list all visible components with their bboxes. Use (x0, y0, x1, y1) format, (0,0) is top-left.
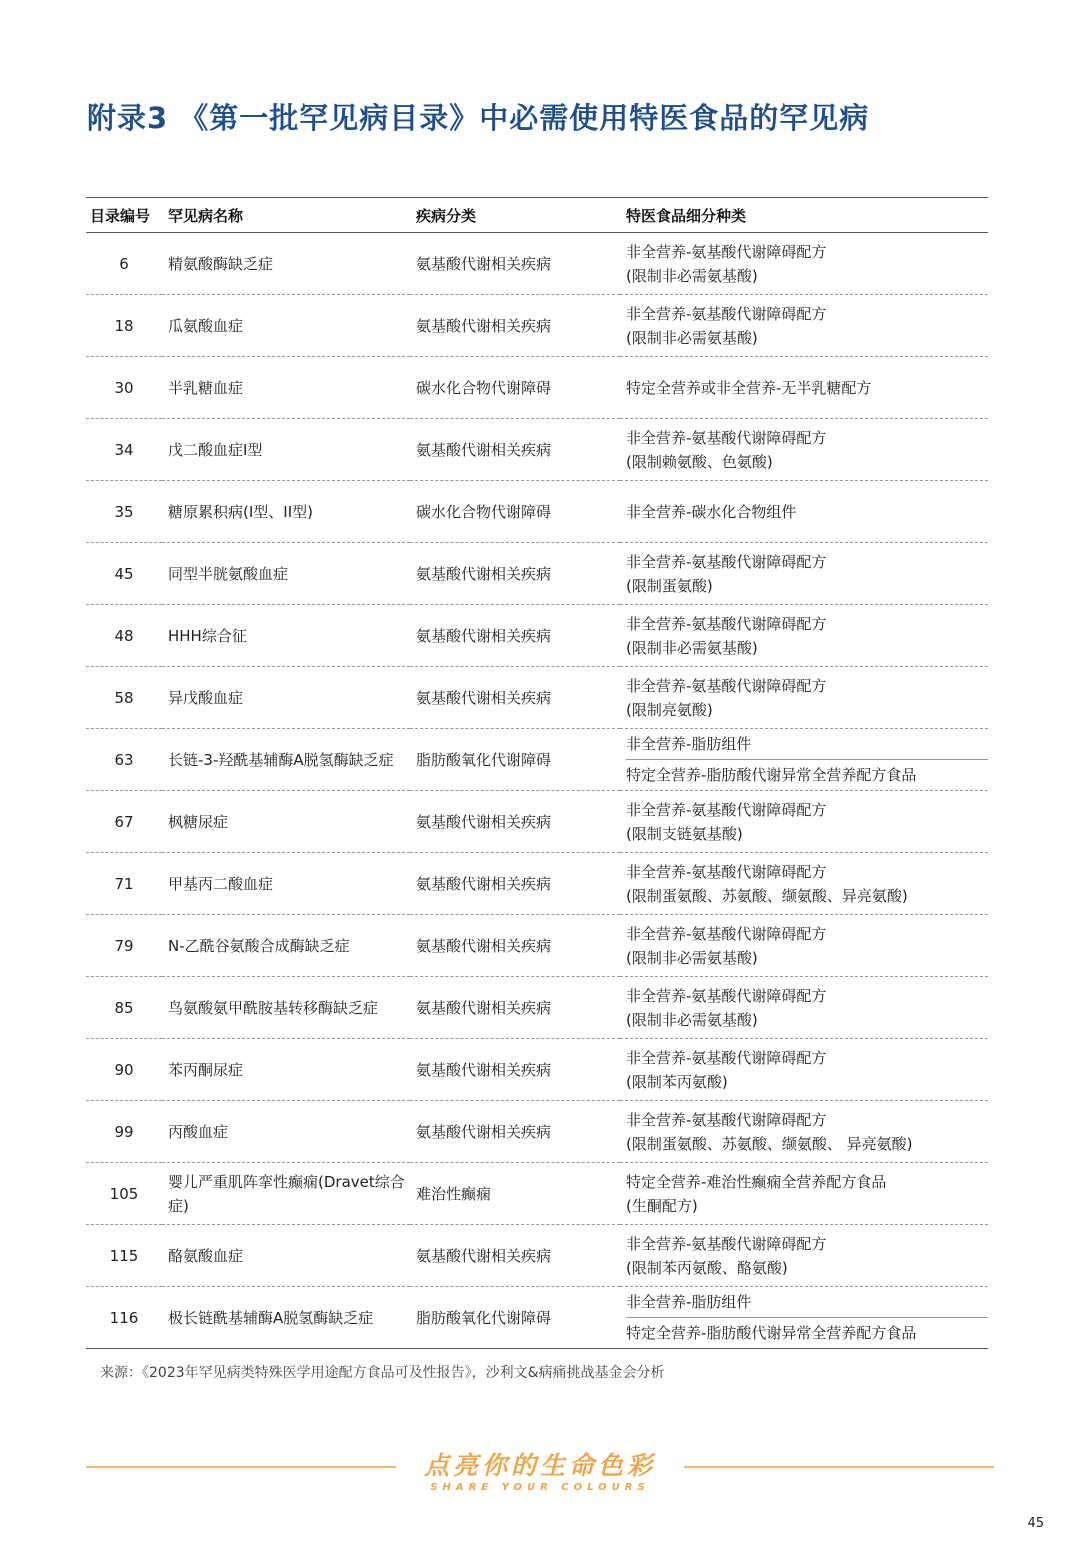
disease-class-cell: 碳水化合物代谢障碍 (410, 357, 620, 419)
header-disease-name: 罕见病名称 (162, 198, 410, 233)
page-number: 45 (1027, 1516, 1044, 1531)
disease-class-cell: 脂肪酸氧化代谢障碍 (410, 1287, 620, 1349)
table-row (86, 357, 988, 419)
food-category-cell (620, 977, 988, 1039)
food-category-line: (限制蛋氨酸、苏氨酸、缬氨酸、异亮氨酸) (626, 886, 908, 905)
disease-class-cell: 氨基酸代谢相关疾病 (410, 605, 620, 667)
slogan-english: SHARE YOUR COLOURS (430, 1482, 650, 1493)
table-row (86, 419, 988, 481)
food-category-cell (620, 915, 988, 977)
disease-name-cell: 丙酸血症 (162, 1101, 410, 1163)
catalog-number-cell: 34 (86, 419, 162, 481)
disease-name-cell: 异戊酸血症 (162, 667, 410, 729)
table-row (86, 1101, 988, 1163)
disease-class-cell: 氨基酸代谢相关疾病 (410, 419, 620, 481)
rare-disease-table (86, 197, 988, 1349)
disease-name-cell: 苯丙酮尿症 (162, 1039, 410, 1101)
disease-class-cell: 氨基酸代谢相关疾病 (410, 977, 620, 1039)
food-category-line: 非全营养-氨基酸代谢障碍配方 (626, 428, 827, 447)
table-row (86, 1225, 988, 1287)
disease-name-cell: 瓜氨酸血症 (162, 295, 410, 357)
food-category-line: (限制赖氨酸、色氨酸) (626, 452, 773, 471)
table-row (86, 295, 988, 357)
disease-class-cell: 脂肪酸氧化代谢障碍 (410, 729, 620, 791)
food-category-cell (620, 1287, 988, 1349)
food-category-line: (生酮配方) (626, 1196, 698, 1215)
food-category-cell (620, 1039, 988, 1101)
catalog-number-cell: 99 (86, 1101, 162, 1163)
table-row (86, 729, 988, 791)
food-category-cell (620, 605, 988, 667)
table-row (86, 853, 988, 915)
disease-class-cell: 氨基酸代谢相关疾病 (410, 543, 620, 605)
disease-class-cell: 氨基酸代谢相关疾病 (410, 233, 620, 295)
food-category-cell (620, 233, 988, 295)
food-category-cell (620, 481, 988, 543)
food-category-line: (限制蛋氨酸) (626, 576, 713, 595)
food-category-line: 特定全营养-脂肪酸代谢异常全营养配方食品 (626, 759, 988, 790)
food-category-cell (620, 543, 988, 605)
food-category-line: 非全营养-氨基酸代谢障碍配方 (626, 552, 827, 571)
table-row (86, 543, 988, 605)
slogan-chinese: 点亮你的生命色彩 (423, 1451, 656, 1480)
header-disease-class: 疾病分类 (410, 198, 620, 233)
disease-name-cell: 糖原累积病(I型、II型) (162, 481, 410, 543)
food-category-line: 非全营养-氨基酸代谢障碍配方 (626, 1110, 827, 1129)
disease-class-cell: 氨基酸代谢相关疾病 (410, 1039, 620, 1101)
catalog-number-cell: 85 (86, 977, 162, 1039)
page-title: 附录3 《第一批罕见病目录》中必需使用特医食品的罕见病 (87, 101, 870, 135)
food-category-line: 特定全营养-脂肪酸代谢异常全营养配方食品 (626, 1317, 988, 1348)
disease-name-cell: 酪氨酸血症 (162, 1225, 410, 1287)
disease-name-cell: 精氨酸酶缺乏症 (162, 233, 410, 295)
disease-class-cell: 氨基酸代谢相关疾病 (410, 295, 620, 357)
table-row (86, 481, 988, 543)
disease-name-cell: HHH综合征 (162, 605, 410, 667)
food-category-line: 非全营养-氨基酸代谢障碍配方 (626, 676, 827, 695)
food-category-line: 非全营养-氨基酸代谢障碍配方 (626, 986, 827, 1005)
food-category-line: (限制非必需氨基酸) (626, 638, 758, 657)
food-category-cell (620, 853, 988, 915)
table-row (86, 233, 988, 295)
catalog-number-cell: 18 (86, 295, 162, 357)
header-catalog-no: 目录编号 (86, 198, 162, 233)
catalog-number-cell: 6 (86, 233, 162, 295)
food-category-line: 非全营养-碳水化合物组件 (626, 502, 797, 521)
food-category-line: (限制支链氨基酸) (626, 824, 743, 843)
food-category-line: (限制苯丙氨酸) (626, 1072, 728, 1091)
food-category-cell (620, 791, 988, 853)
disease-class-cell: 氨基酸代谢相关疾病 (410, 1101, 620, 1163)
table-row (86, 1039, 988, 1101)
catalog-number-cell: 35 (86, 481, 162, 543)
food-category-cell (620, 1163, 988, 1225)
catalog-number-cell: 45 (86, 543, 162, 605)
disease-name-cell: 甲基丙二酸血症 (162, 853, 410, 915)
disease-name-cell: 半乳糖血症 (162, 357, 410, 419)
disease-class-cell: 氨基酸代谢相关疾病 (410, 791, 620, 853)
table-row (86, 667, 988, 729)
food-category-line: 非全营养-氨基酸代谢障碍配方 (626, 1234, 827, 1253)
table-row (86, 1163, 988, 1225)
food-category-line: 非全营养-氨基酸代谢障碍配方 (626, 614, 827, 633)
disease-class-cell: 氨基酸代谢相关疾病 (410, 915, 620, 977)
food-category-line: (限制非必需氨基酸) (626, 1010, 758, 1029)
footer-slogan (0, 1446, 1080, 1493)
food-category-cell (620, 357, 988, 419)
food-category-cell (620, 1101, 988, 1163)
food-category-cell (620, 295, 988, 357)
catalog-number-cell: 105 (86, 1163, 162, 1225)
disease-name-cell: 长链-3-羟酰基辅酶A脱氢酶缺乏症 (162, 729, 410, 791)
disease-name-cell: 极长链酰基辅酶A脱氢酶缺乏症 (162, 1287, 410, 1349)
catalog-number-cell: 71 (86, 853, 162, 915)
disease-name-cell: 鸟氨酸氨甲酰胺基转移酶缺乏症 (162, 977, 410, 1039)
food-category-line: 非全营养-氨基酸代谢障碍配方 (626, 304, 827, 323)
source-note: 来源：《2023年罕见病类特殊医学用途配方食品可及性报告》，沙利文&病痛挑战基金会分析 (100, 1365, 665, 1381)
disease-class-cell: 碳水化合物代谢障碍 (410, 481, 620, 543)
disease-name-cell: 戊二酸血症I型 (162, 419, 410, 481)
catalog-number-cell: 90 (86, 1039, 162, 1101)
catalog-number-cell: 79 (86, 915, 162, 977)
table-row (86, 605, 988, 667)
food-category-cell (620, 1225, 988, 1287)
catalog-number-cell: 48 (86, 605, 162, 667)
food-category-line: 非全营养-氨基酸代谢障碍配方 (626, 862, 827, 881)
table-row (86, 977, 988, 1039)
catalog-number-cell: 30 (86, 357, 162, 419)
disease-class-cell: 氨基酸代谢相关疾病 (410, 1225, 620, 1287)
catalog-number-cell: 115 (86, 1225, 162, 1287)
food-category-line: (限制蛋氨酸、苏氨酸、缬氨酸、 异亮氨酸) (626, 1134, 913, 1153)
table-row (86, 915, 988, 977)
disease-name-cell: N-乙酰谷氨酸合成酶缺乏症 (162, 915, 410, 977)
food-category-line: 非全营养-脂肪组件 (626, 1293, 752, 1311)
food-category-line: 非全营养-氨基酸代谢障碍配方 (626, 242, 827, 261)
food-category-line: (限制非必需氨基酸) (626, 266, 758, 285)
table-row (86, 791, 988, 853)
food-category-line: (限制亮氨酸) (626, 700, 713, 719)
disease-class-cell: 氨基酸代谢相关疾病 (410, 667, 620, 729)
food-category-cell (620, 419, 988, 481)
food-category-line: 非全营养-氨基酸代谢障碍配方 (626, 924, 827, 943)
catalog-number-cell: 58 (86, 667, 162, 729)
food-category-line: 非全营养-氨基酸代谢障碍配方 (626, 1048, 827, 1067)
food-category-line: (限制苯丙氨酸、酪氨酸) (626, 1258, 788, 1277)
disease-name-cell: 同型半胱氨酸血症 (162, 543, 410, 605)
disease-class-cell: 氨基酸代谢相关疾病 (410, 853, 620, 915)
food-category-cell (620, 667, 988, 729)
table-header-row (86, 198, 988, 233)
food-category-line: (限制非必需氨基酸) (626, 948, 758, 967)
disease-name-cell: 婴儿严重肌阵挛性癫痫(Dravet综合症) (162, 1163, 410, 1225)
catalog-number-cell: 116 (86, 1287, 162, 1349)
table-row (86, 1287, 988, 1349)
disease-class-cell: 难治性癫痫 (410, 1163, 620, 1225)
food-category-line: 特定全营养-难治性癫痫全营养配方食品 (626, 1172, 887, 1191)
food-category-line: 特定全营养或非全营养-无半乳糖配方 (626, 378, 872, 397)
header-food-category: 特医食品细分种类 (620, 198, 988, 233)
food-category-line: (限制非必需氨基酸) (626, 328, 758, 347)
food-category-line: 非全营养-氨基酸代谢障碍配方 (626, 800, 827, 819)
disease-name-cell: 枫糖尿症 (162, 791, 410, 853)
food-category-line: 非全营养-脂肪组件 (626, 735, 752, 753)
food-category-cell (620, 729, 988, 791)
catalog-number-cell: 63 (86, 729, 162, 791)
catalog-number-cell: 67 (86, 791, 162, 853)
